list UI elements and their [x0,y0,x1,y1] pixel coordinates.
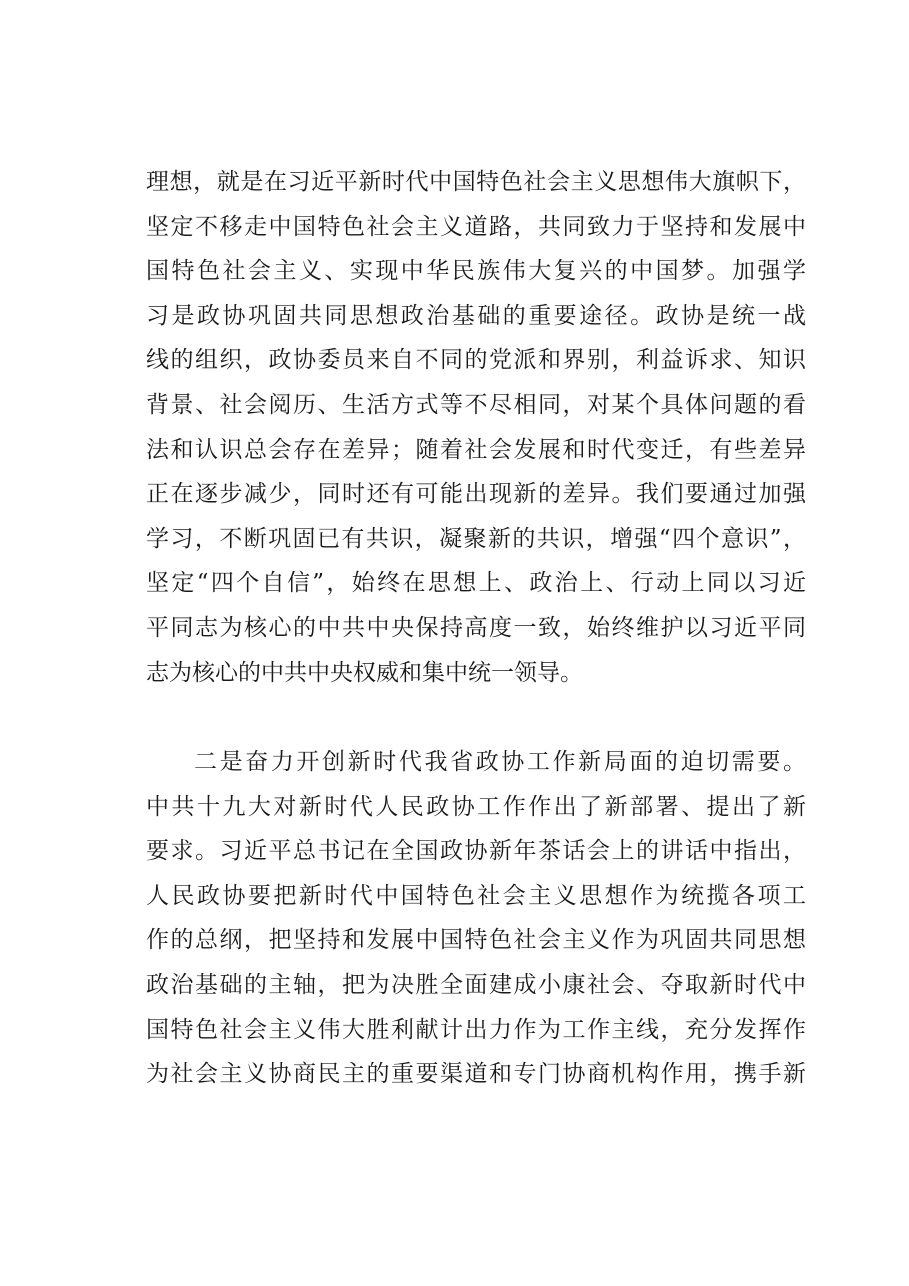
text-line: 坚定不移走中国特色社会主义道路，共同致力于坚持和发展中 [146,213,806,240]
text-line: 学习，不断巩固已有共识，凝聚新的共识，增强“四个意识”， [146,525,806,552]
text-line: 背景、社会阅历、生活方式等不尽相同，对某个具体问题的看 [146,391,806,418]
text-line: 为社会主义协商民主的重要渠道和专门协商机构作用，携手新 [146,1061,806,1088]
paragraph-heading-line: 二是奋力开创新时代我省政协工作新局面的迫切需要。 [194,749,806,775]
text-line: 坚定“四个自信”，始终在思想上、政治上、行动上同以习近 [146,570,806,597]
text-line: 国特色社会主义、实现中华民族伟大复兴的中国梦。加强学 [146,258,806,285]
text-line: 理想，就是在习近平新时代中国特色社会主义思想伟大旗帜下， [146,169,806,195]
paragraph-1 [146,160,806,695]
text-line: 要求。习近平总书记在全国政协新年茶话会上的讲话中指出， [146,838,806,865]
text-line: 政治基础的主轴，把为决胜全面建成小康社会、夺取新时代中 [146,971,806,998]
text-line: 法和认识总会存在差异；随着社会发展和时代变迁，有些差异 [146,436,806,463]
text-line: 人民政协要把新时代中国特色社会主义思想作为统揽各项工 [146,882,806,909]
text-line: 习是政协巩固共同思想政治基础的重要途径。政协是统一战 [146,302,806,329]
text-line: 志为核心的中共中央权威和集中统一领导。 [146,659,583,686]
paragraph-2 [146,740,806,1097]
text-line: 中共十九大对新时代人民政协工作作出了新部署、提出了新 [146,793,806,820]
text-line: 作的总纲，把坚持和发展中国特色社会主义作为巩固共同思想 [146,927,806,954]
text-line: 正在逐步减少，同时还有可能出现新的差异。我们要通过加强 [146,481,806,508]
text-line: 线的组织，政协委员来自不同的党派和界别，利益诉求、知识 [146,347,806,374]
text-line: 国特色社会主义伟大胜利献计出力作为工作主线，充分发挥作 [146,1016,806,1043]
text-line: 平同志为核心的中共中央保持高度一致，始终维护以习近平同 [146,614,806,641]
